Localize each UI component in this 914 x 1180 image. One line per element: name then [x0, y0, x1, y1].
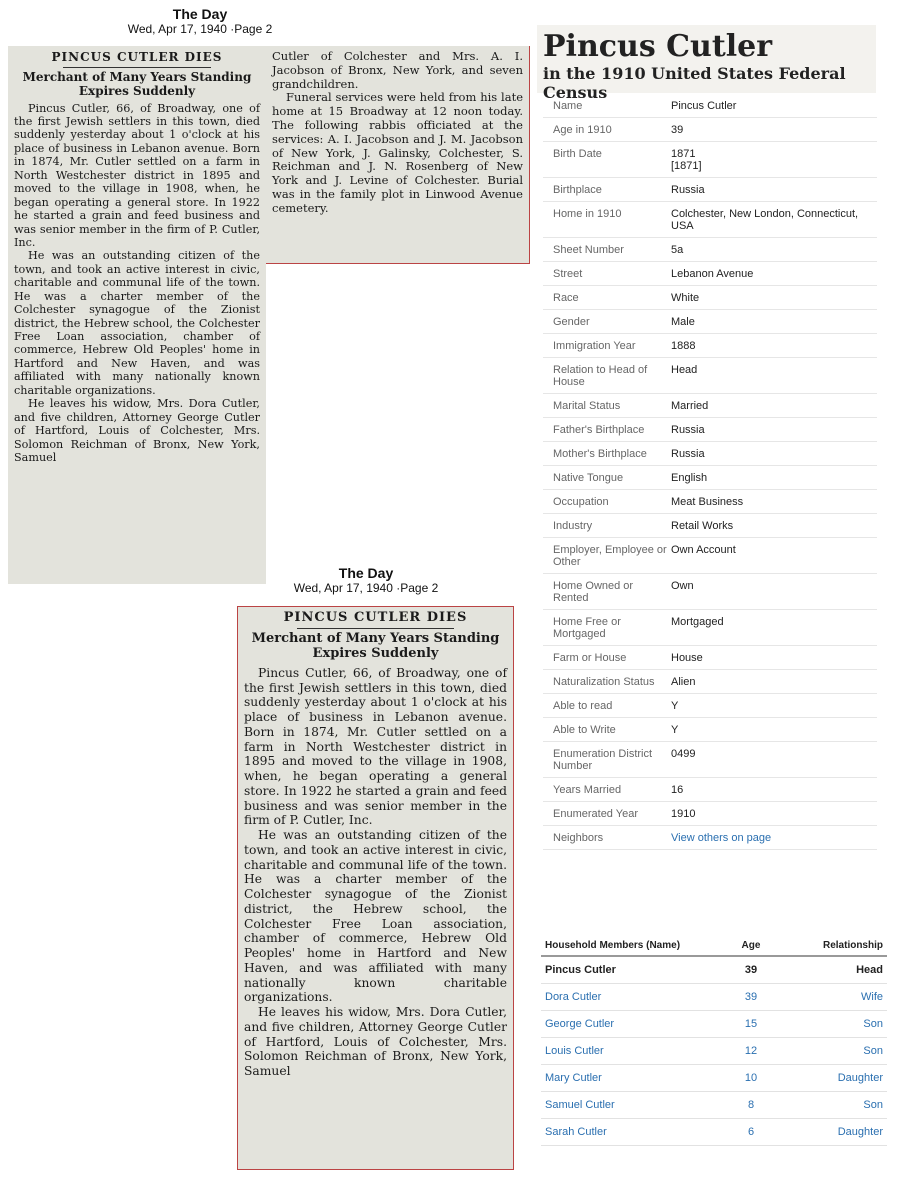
census-field-value: Y [671, 724, 679, 736]
census-field-label: Neighbors [553, 832, 604, 844]
census-field-label: Enumeration District Number [553, 748, 653, 772]
census-field-value: Russia [671, 184, 705, 196]
census-field-label: Native Tongue [553, 472, 624, 484]
member-relationship: Son [863, 1045, 883, 1057]
census-subtitle: in the 1910 United States Federal Census [543, 64, 846, 102]
census-field-label: Street [553, 268, 583, 280]
household-table-header [541, 938, 887, 957]
article-paragraph: Funeral services were held from his late home at 15 Broadway at 12 noon today. The following rabbis officiated at the services: A. I. Jacobson and J. M. Jacobson of New York, J. Galinsky, Colchester, S. Reichman and J. N. Rosenberg of New York and J. Levine of Colchester. Burial was in the family plot in Linwood Avenue cemetery. [272, 90, 523, 215]
census-row [543, 178, 877, 202]
article-paragraph: Pincus Cutler, 66, of Broadway, one of the first Jewish settlers in this town, died suddenly yesterday about 1 o'clock at his place of business in Lebanon avenue. Born in 1874, Mr. Cutler settled on a farm in North Westchester district in 1895 and moved to the village in 1908, when, he began operating a general store. In 1922 he started a grain and feed business and was senior member in the firm of P. Cutler, Inc. [14, 101, 260, 249]
census-field-label: Sheet Number [553, 244, 624, 256]
census-row [543, 694, 877, 718]
census-field-label: Farm or House [553, 652, 627, 664]
member-relationship: Son [863, 1018, 883, 1030]
census-row [543, 358, 877, 394]
census-row [543, 334, 877, 358]
census-row [543, 310, 877, 334]
census-row [543, 574, 877, 610]
household-member-row [541, 957, 887, 984]
header-age: Age [741, 940, 761, 951]
census-field-label: Able to Write [553, 724, 616, 736]
publication-date: Wed, Apr 17, 1940 ·Page 2 [127, 22, 273, 36]
census-field-value: English [671, 472, 708, 484]
census-row [543, 802, 877, 826]
member-name[interactable]: Mary Cutler [545, 1072, 602, 1084]
census-row [543, 742, 877, 778]
census-field-value: House [671, 652, 703, 664]
census-field-value: Alien [671, 676, 696, 688]
member-relationship: Son [863, 1099, 883, 1111]
census-row [543, 466, 877, 490]
census-field-label: Home Owned or Rented [553, 580, 634, 604]
census-field-label: Mother's Birthplace [553, 448, 647, 460]
census-row [543, 238, 877, 262]
member-relationship: Daughter [837, 1072, 883, 1084]
census-field-value: 1888 [671, 340, 696, 352]
header-relationship: Relationship [822, 940, 883, 951]
member-relationship: Daughter [837, 1126, 883, 1138]
clipping-caption [266, 565, 466, 595]
member-age: 8 [747, 1099, 755, 1111]
article-subhead: Merchant of Many Years Standing Expires Suddenly [251, 631, 500, 661]
member-name: Pincus Cutler [545, 964, 616, 976]
census-row [543, 94, 877, 118]
census-field-label: Naturalization Status [553, 676, 655, 688]
newspaper-name: The Day [338, 565, 394, 581]
census-field-label: Able to read [553, 700, 613, 712]
census-field-value: White [671, 292, 700, 304]
census-field-label: Immigration Year [553, 340, 636, 352]
article-paragraph: He leaves his widow, Mrs. Dora Cutler, and five children, Attorney George Cutler of Hartford, Louis of Colchester, Mrs. Solomon Reichman of Bronx, New York, Samuel [244, 1005, 507, 1079]
header-name: Household Members (Name) [545, 940, 681, 951]
census-row [543, 778, 877, 802]
member-name[interactable]: Sarah Cutler [545, 1126, 607, 1138]
census-row [543, 118, 877, 142]
divider [297, 628, 455, 629]
census-details-table [543, 94, 877, 850]
census-field-label: Name [553, 100, 583, 112]
census-field-value: Russia [671, 424, 705, 436]
household-member-row[interactable] [541, 1065, 887, 1092]
divider [63, 67, 211, 68]
member-age: 6 [747, 1126, 755, 1138]
census-row [543, 670, 877, 694]
census-row [543, 514, 877, 538]
publication-date: Wed, Apr 17, 1940 ·Page 2 [293, 581, 439, 595]
census-field-label: Employer, Employee or Other [553, 544, 667, 568]
census-field-label: Father's Birthplace [553, 424, 645, 436]
census-field-label: Marital Status [553, 400, 621, 412]
census-row [543, 394, 877, 418]
census-row [543, 826, 877, 850]
article-paragraph: Pincus Cutler, 66, of Broadway, one of the first Jewish settlers in this town, died suddenly yesterday about 1 o'clock at his place of business in Lebanon avenue. Born in 1874, Mr. Cutler settled on a farm in North Westchester district in 1895 and moved to the village in 1908, when, he began operating a general store. In 1922 he started a grain and feed business and was senior member in the firm of P. Cutler, Inc. [244, 665, 507, 828]
census-field-value: Own [671, 580, 694, 592]
article-paragraph: He was an outstanding citizen of the town, and took an active interest in civic, charitable and communal life of the town. He was a charter member of the Colchester synagogue of the Zionist district, the Hebrew school, the Colchester Free Loan association, chamber of commerce, Hebrew Old Peoples' home in Hartford and New Haven, and was affiliated with many nationally known charitable organizations. [14, 249, 260, 397]
census-field-label: Race [553, 292, 579, 304]
member-name[interactable]: George Cutler [545, 1018, 615, 1030]
census-field-label: Enumerated Year [553, 808, 639, 820]
census-field-label: Birth Date [553, 148, 602, 160]
newspaper-clipping-enlarged [237, 606, 514, 1170]
census-field-value: Russia [671, 448, 705, 460]
census-field-value: 5a [671, 244, 684, 256]
article-paragraph: He was an outstanding citizen of the town, and took an active interest in civic, charitable and communal life of the town. He was a charter member of the Colchester synagogue of the Zionist district, the Hebrew school, the Colchester Free Loan association, chamber of commerce, Hebrew Old Peoples' home in Hartford and New Haven, and was affiliated with many nationally known charitable organizations. [244, 828, 507, 1005]
household-member-row[interactable] [541, 1119, 887, 1146]
census-field-label: Years Married [553, 784, 622, 796]
clipping-caption [100, 6, 300, 36]
census-field-value: Lebanon Avenue [671, 268, 754, 280]
census-field-label: Age in 1910 [553, 124, 612, 136]
census-field-label: Birthplace [553, 184, 602, 196]
census-row [543, 418, 877, 442]
member-relationship: Wife [861, 991, 883, 1003]
article-subhead: Merchant of Many Years Standing Expires Suddenly [22, 70, 252, 98]
person-name-title: Pincus Cutler [543, 29, 773, 64]
member-name[interactable]: Louis Cutler [545, 1045, 604, 1057]
census-field-label: Gender [553, 316, 590, 328]
census-field-value: Married [671, 400, 709, 412]
census-row [543, 442, 877, 466]
census-row [543, 538, 877, 574]
view-neighbors-link[interactable]: View others on page [671, 832, 772, 844]
census-field-value: Y [671, 700, 679, 712]
member-age: 15 [744, 1018, 758, 1030]
census-field-label: Home Free or Mortgaged [553, 616, 621, 640]
household-member-row[interactable] [541, 1092, 887, 1119]
census-field-value: Meat Business [671, 496, 744, 508]
census-field-label: Industry [553, 520, 593, 532]
census-field-value: Head [671, 364, 698, 376]
member-name[interactable]: Samuel Cutler [545, 1099, 615, 1111]
census-field-value: Male [671, 316, 695, 328]
article-paragraph: He leaves his widow, Mrs. Dora Cutler, and five children, Attorney George Cutler of Hartford, Louis of Colchester, Mrs. Solomon Reichman of Bronx, New York, Samuel [14, 397, 260, 464]
member-age: 39 [744, 964, 758, 976]
household-member-row[interactable] [541, 1038, 887, 1065]
census-field-value: 1910 [671, 808, 696, 820]
newspaper-name: The Day [172, 6, 228, 22]
census-field-value: Retail Works [671, 520, 734, 532]
census-field-value: 0499 [671, 748, 696, 760]
member-name[interactable]: Dora Cutler [545, 991, 602, 1003]
member-age: 39 [744, 991, 758, 1003]
census-row [543, 202, 877, 238]
article-paragraph: Cutler of Colchester and Mrs. A. I. Jacobson of Bronx, New York, and seven grandchildren. [272, 49, 523, 91]
census-field-value: Colchester, New London, Connecticut, USA [671, 208, 859, 232]
census-field-label: Occupation [553, 496, 609, 508]
census-header [537, 25, 876, 102]
census-row [543, 262, 877, 286]
census-field-value: 16 [671, 784, 684, 796]
census-row [543, 718, 877, 742]
household-member-row[interactable] [541, 1011, 887, 1038]
newspaper-clipping-column-1 [8, 46, 266, 584]
census-row [543, 646, 877, 670]
census-field-value: Mortgaged [671, 616, 724, 628]
census-field-label: Relation to Head of House [553, 364, 648, 388]
household-member-row[interactable] [541, 984, 887, 1011]
census-row [543, 490, 877, 514]
census-field-value: Pincus Cutler [671, 100, 737, 112]
census-row [543, 142, 877, 178]
household-members-table [541, 938, 887, 1146]
census-field-value: 39 [671, 124, 684, 136]
member-age: 10 [744, 1072, 758, 1084]
census-field-value: 1871 [1871] [671, 148, 702, 172]
census-row [543, 610, 877, 646]
census-row [543, 286, 877, 310]
newspaper-clipping-column-2 [266, 46, 530, 264]
article-headline: PINCUS CUTLER DIES [283, 610, 468, 625]
article-headline: PINCUS CUTLER DIES [51, 50, 223, 64]
member-relationship: Head [856, 964, 883, 976]
census-field-label: Home in 1910 [553, 208, 622, 220]
member-age: 12 [744, 1045, 758, 1057]
census-field-value: Own Account [671, 544, 736, 556]
